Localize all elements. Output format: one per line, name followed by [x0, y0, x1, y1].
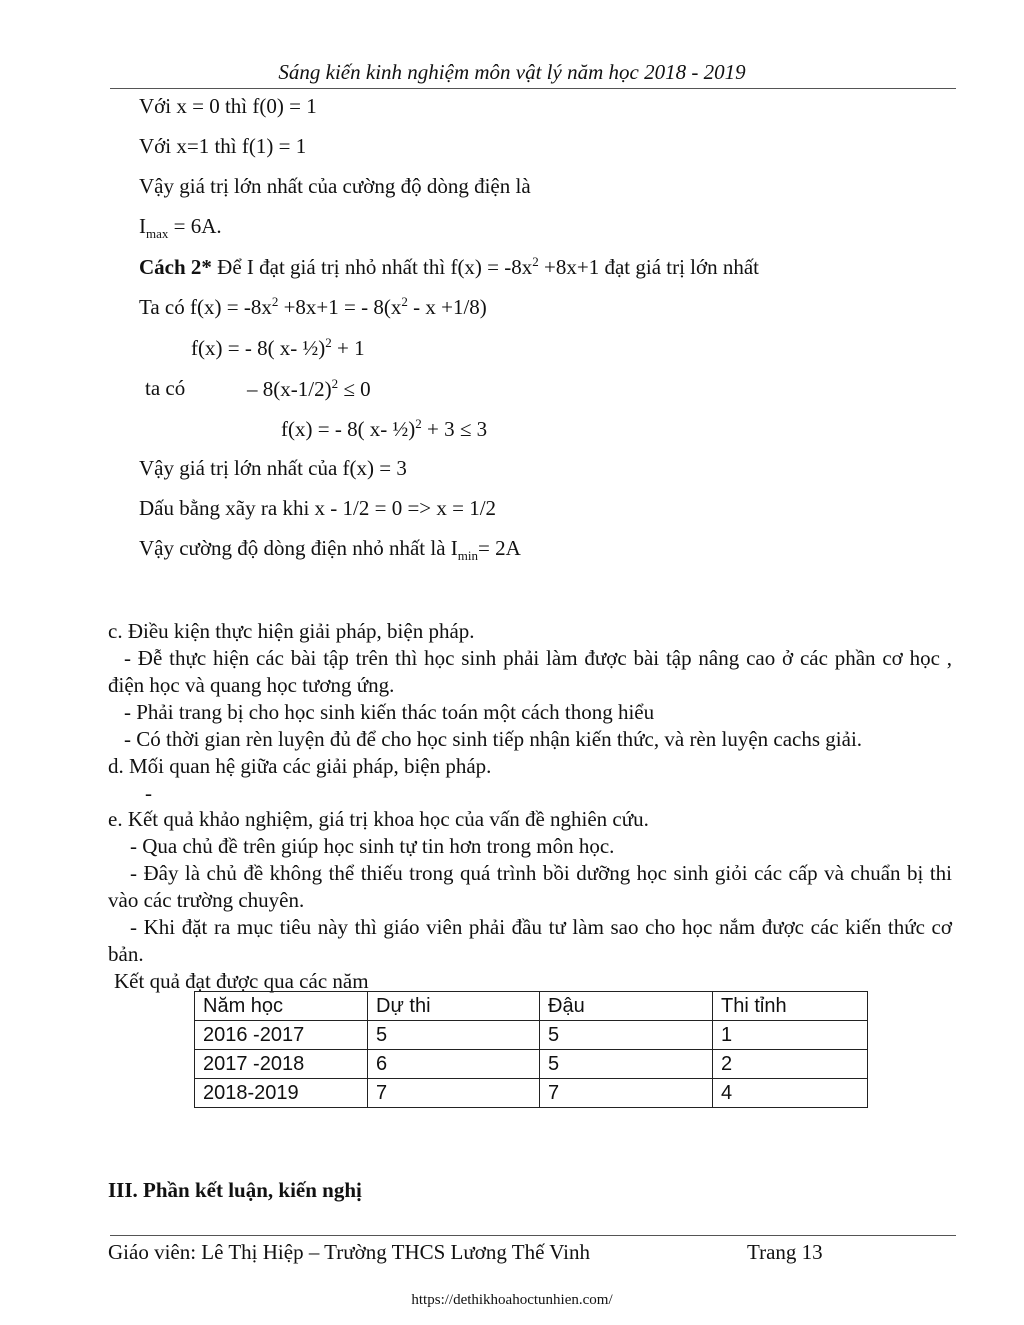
method-2-text-b: +8x+1 đạt giá trị lớn nhất	[538, 255, 760, 279]
results-caption: Kết quả đạt được qua các năm	[114, 969, 369, 993]
math-line-5	[139, 254, 759, 280]
superscript: 2	[415, 416, 422, 431]
math-line-1: Với x = 0 thì f(0) = 1	[139, 94, 317, 118]
superscript: 2	[331, 376, 339, 391]
imax-value: = 6A.	[168, 214, 222, 238]
table-row	[195, 1079, 868, 1108]
expr-part: Vậy cường độ dòng điện nhỏ nhất là I	[139, 536, 458, 560]
superscript: 2	[325, 335, 332, 350]
page-header-title: Sáng kiến kinh nghiệm môn vật lý năm học 2018 - 2019	[278, 60, 746, 84]
section-e-item-1: - Qua chủ đề trên giúp học sinh tự tin hơn trong môn học.	[130, 834, 615, 858]
table-cell: 1	[713, 1021, 868, 1050]
table-cell: 2017 -2018	[195, 1050, 368, 1079]
page-number: Trang 13	[747, 1240, 823, 1264]
math-line-3: Vậy giá trị lớn nhất của cường độ dòng điện là	[139, 174, 531, 198]
math-line-4	[139, 214, 222, 242]
table-cell: 6	[368, 1050, 540, 1079]
subscript-max: max	[146, 226, 169, 242]
section-c-item-2: - Phải trang bị cho học sinh kiến thác toán một cách thong hiểu	[124, 700, 655, 724]
table-header-cell: Đậu	[540, 992, 713, 1021]
table-cell: 5	[368, 1021, 540, 1050]
math-line-9	[281, 416, 487, 442]
math-line-2: Với x=1 thì f(1) = 1	[139, 134, 307, 158]
section-d-title: d. Mối quan hệ giữa các giải pháp, biện pháp.	[108, 754, 492, 778]
math-line-8-label: ta có	[145, 376, 186, 400]
method-2-label: Cách 2*	[139, 255, 212, 279]
expr-part: - x +1/8)	[407, 295, 487, 319]
expr-part: f(x) = - 8( x- ½)	[191, 336, 326, 360]
expr-part: +8x+1 = - 8(x	[278, 295, 402, 319]
table-header-cell: Thi tỉnh	[713, 992, 868, 1021]
table-header-row	[195, 992, 868, 1021]
table-cell: 2016 -2017	[195, 1021, 368, 1050]
expr-part: f(x) = - 8( x- ½)	[281, 417, 416, 441]
conclusion-heading: III. Phần kết luận, kiến nghị	[108, 1178, 362, 1202]
table-header-cell: Năm học	[195, 992, 368, 1021]
section-d-dash: -	[145, 781, 152, 805]
subscript-min: min	[457, 548, 478, 564]
math-line-10: Vậy giá trị lớn nhất của f(x) = 3	[139, 456, 407, 480]
expr-part: ≤ 0	[338, 377, 371, 401]
header-divider	[110, 88, 956, 89]
expr-part: – 8(x-1/2)	[247, 377, 332, 401]
table-cell: 2	[713, 1050, 868, 1079]
section-c-item-1: - Đễ thực hiện các bài tập trên thì học sinh phải làm được bài tập nâng cao ở các phần cơ học , điện học và quang học tương ứng.	[108, 646, 952, 697]
section-c-item-3: - Có thời gian rèn luyện đủ để cho học sinh tiếp nhận kiến thức, và rèn luyện cachs giải.	[124, 727, 863, 751]
math-line-11: Dấu bằng xãy ra khi x - 1/2 = 0 => x = 1/2	[139, 496, 497, 520]
superscript: 2	[401, 294, 408, 309]
footer-teacher: Giáo viên: Lê Thị Hiệp – Trường THCS Lương Thế Vinh	[108, 1240, 590, 1264]
footer-divider	[110, 1235, 956, 1236]
math-line-7	[191, 335, 365, 361]
table-row	[195, 1021, 868, 1050]
table-cell: 7	[368, 1079, 540, 1108]
table-cell: 5	[540, 1050, 713, 1079]
expr-part: + 3 ≤ 3	[421, 417, 488, 441]
expr-part: = 2A	[478, 536, 521, 560]
table-cell: 4	[713, 1079, 868, 1108]
table-row	[195, 1050, 868, 1079]
math-line-12	[139, 536, 521, 564]
section-e-title: e. Kết quả khảo nghiệm, giá trị khoa học của vấn đề nghiên cứu.	[108, 807, 649, 831]
expr-part: + 1	[331, 336, 365, 360]
results-table	[194, 991, 868, 1108]
math-line-6	[139, 294, 487, 320]
section-e-item-2: - Đây là chủ đề không thể thiếu trong quá trình bồi dưỡng học sinh giỏi các cấp và chuẩn bị thi vào các trường chuyên.	[108, 861, 952, 912]
math-line-8	[247, 376, 371, 402]
section-e-item-3: - Khi đặt ra mục tiêu này thì giáo viên phải đầu tư làm sao cho học nắm được các kiến thức cơ bản.	[108, 915, 952, 966]
method-2-text-a: Để I đạt giá trị nhỏ nhất thì f(x) = -8x	[211, 255, 533, 279]
table-cell: 5	[540, 1021, 713, 1050]
expr-part: Ta có f(x) = -8x	[139, 295, 272, 319]
table-cell: 7	[540, 1079, 713, 1108]
superscript: 2	[271, 294, 279, 309]
section-c-title: c. Điều kiện thực hiện giải pháp, biện pháp.	[108, 619, 475, 643]
table-header-cell: Dự thi	[368, 992, 540, 1021]
current-symbol: I	[139, 214, 146, 238]
superscript: 2	[532, 254, 539, 269]
table-cell: 2018-2019	[195, 1079, 368, 1108]
footer-url: https://dethikhoahoctunhien.com/	[411, 1292, 613, 1308]
